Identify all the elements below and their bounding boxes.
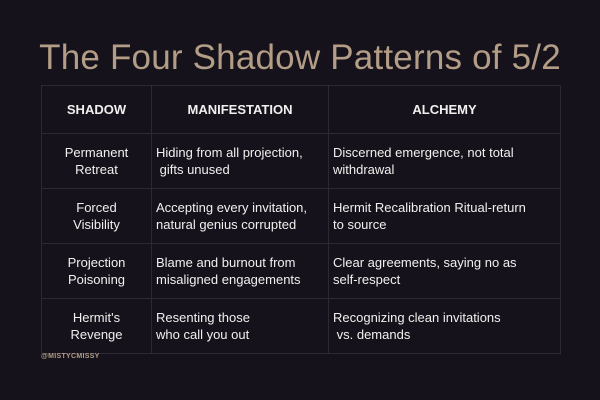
- alchemy-line: Recognizing clean invitations: [333, 310, 501, 325]
- table-row: [42, 299, 561, 354]
- table-row: [42, 134, 561, 189]
- manifestation-cell: [152, 244, 329, 299]
- alchemy-line: Discerned emergence, not total: [333, 145, 514, 160]
- table-row: [42, 244, 561, 299]
- alchemy-cell: [329, 299, 561, 354]
- alchemy-line: self-respect: [333, 272, 401, 287]
- header-manifestation: MANIFESTATION: [152, 86, 329, 134]
- header-shadow: SHADOW: [42, 86, 152, 134]
- manifestation-line: misaligned engagements: [156, 272, 301, 287]
- shadow-line: Revenge: [70, 327, 123, 342]
- shadow-line: Poisoning: [67, 272, 126, 287]
- manifestation-cell: [152, 134, 329, 189]
- shadow-line: Forced: [76, 200, 117, 215]
- alchemy-cell: [329, 189, 561, 244]
- alchemy-line: withdrawal: [333, 162, 395, 177]
- table-row: [42, 189, 561, 244]
- shadow-line: Permanent: [64, 145, 129, 160]
- watermark: @MISTYCMISSY: [41, 353, 100, 360]
- shadow-cell: [42, 189, 152, 244]
- manifestation-line: Hiding from all projection,: [156, 145, 303, 160]
- shadow-line: Retreat: [75, 162, 118, 177]
- alchemy-line: Hermit Recalibration Ritual-return: [333, 200, 526, 215]
- table-header-row: [42, 86, 561, 134]
- manifestation-line: gifts unused: [156, 162, 230, 177]
- manifestation-line: Resenting those: [156, 310, 250, 325]
- alchemy-cell: [329, 134, 561, 189]
- shadow-line: Hermit's: [72, 310, 121, 325]
- shadow-cell: [42, 244, 152, 299]
- manifestation-line: who call you out: [156, 327, 250, 342]
- manifestation-line: natural genius corrupted: [156, 217, 297, 232]
- page-title: The Four Shadow Patterns of 5/2: [39, 38, 561, 77]
- manifestation-cell: [152, 299, 329, 354]
- shadow-line: Visibility: [73, 217, 120, 232]
- shadow-cell: [42, 134, 152, 189]
- manifestation-line: Accepting every invitation,: [156, 200, 308, 215]
- alchemy-line: Clear agreements, saying no as: [333, 255, 517, 270]
- manifestation-line: Blame and burnout from: [156, 255, 296, 270]
- shadow-cell: [42, 299, 152, 354]
- shadow-patterns-table: [41, 85, 561, 354]
- shadow-line: Projection: [67, 255, 126, 270]
- alchemy-cell: [329, 244, 561, 299]
- manifestation-cell: [152, 189, 329, 244]
- alchemy-line: to source: [333, 217, 387, 232]
- header-alchemy: ALCHEMY: [329, 86, 561, 134]
- alchemy-line: vs. demands: [333, 327, 411, 342]
